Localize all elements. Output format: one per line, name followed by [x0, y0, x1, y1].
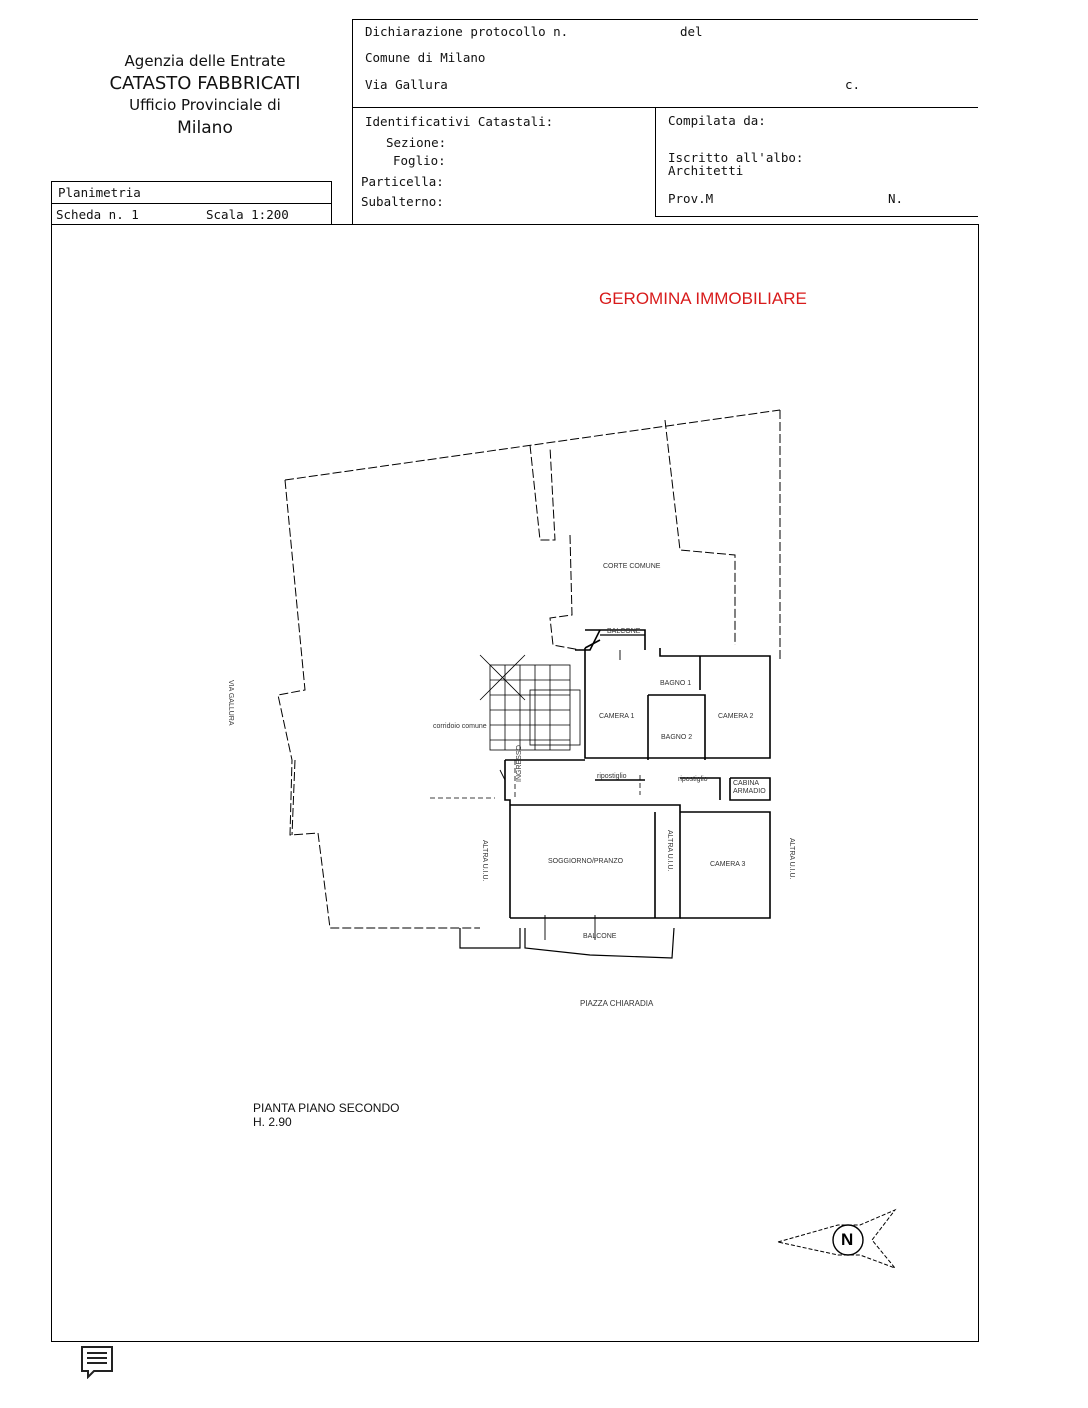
label-ingresso: INGRESSO: [516, 745, 523, 782]
stairs: [480, 655, 580, 750]
label-ripostiglio-1: ripostiglio: [597, 773, 627, 780]
office-city: Milano: [177, 118, 233, 138]
profession: Architetti: [668, 163, 744, 178]
label-other-unit-right: ALTRA U.I.U.: [788, 838, 795, 880]
label-balcone-top: BALCONE: [607, 628, 641, 635]
sezione-label: Sezione:: [386, 135, 447, 150]
label-corte-comune: CORTE COMUNE: [603, 563, 661, 570]
label-camera-3: CAMERA 3: [710, 861, 746, 868]
subalterno-label: Subalterno:: [361, 194, 444, 209]
label-balcone-bottom: BALCONE: [583, 933, 617, 940]
registered-label: Iscritto all'albo:: [668, 150, 804, 165]
province-label: Prov.M: [668, 191, 714, 206]
label-cabina-armadio: CABINA ARMADIO: [733, 780, 766, 795]
compiled-by-label: Compilata da:: [668, 113, 766, 128]
identifiers-title: Identificativi Catastali:: [365, 114, 554, 129]
label-piazza: PIAZZA CHIARADIA: [580, 999, 654, 1008]
number-label: N.: [888, 191, 904, 206]
comment-icon[interactable]: [80, 1345, 114, 1379]
office-name: Ufficio Provinciale di: [129, 96, 281, 114]
agency-name: Agenzia delle Entrate: [124, 52, 286, 70]
catasto-title: CATASTO FABBRICATI: [109, 73, 301, 94]
apartment-walls: [505, 630, 770, 918]
particella-label: Particella:: [361, 174, 444, 189]
label-other-unit-mid: ALTRA U.I.U.: [666, 830, 673, 872]
floor-height: H. 2.90: [253, 1115, 292, 1129]
floor-title: PIANTA PIANO SECONDO: [253, 1101, 400, 1115]
label-ripostiglio-2: ripostiglio: [678, 776, 708, 783]
protocol-label: Dichiarazione protocollo n.: [365, 24, 569, 39]
watermark-brand: GEROMINA IMMOBILIARE: [599, 289, 807, 308]
plan-caption: [253, 1101, 399, 1129]
sheet-scale: Scala 1:200: [206, 207, 289, 222]
label-camera-2: CAMERA 2: [718, 713, 754, 720]
label-soggiorno: SOGGIORNO/PRANZO: [548, 858, 624, 865]
compass-north: N: [841, 1230, 854, 1249]
label-bagno-2: BAGNO 2: [661, 734, 693, 741]
label-other-unit-left: ALTRA U.I.U.: [481, 840, 488, 882]
civic-label: c.: [845, 77, 861, 92]
compass-rose: [778, 1210, 895, 1268]
sheet-number: Scheda n. 1: [56, 207, 139, 222]
label-via-gallura: VIA GALLURA: [227, 680, 234, 726]
address: Via Gallura: [365, 77, 448, 92]
lot-boundary: [278, 410, 780, 928]
label-camera-1: CAMERA 1: [599, 713, 635, 720]
protocol-date-label: del: [680, 24, 703, 39]
balconies: [460, 635, 674, 958]
label-corridoio: corridoio comune: [433, 723, 487, 730]
foglio-label: Foglio:: [393, 153, 446, 168]
sheet-type: Planimetria: [58, 185, 141, 200]
comune: Comune di Milano: [365, 50, 486, 65]
label-bagno-1: BAGNO 1: [660, 680, 692, 687]
